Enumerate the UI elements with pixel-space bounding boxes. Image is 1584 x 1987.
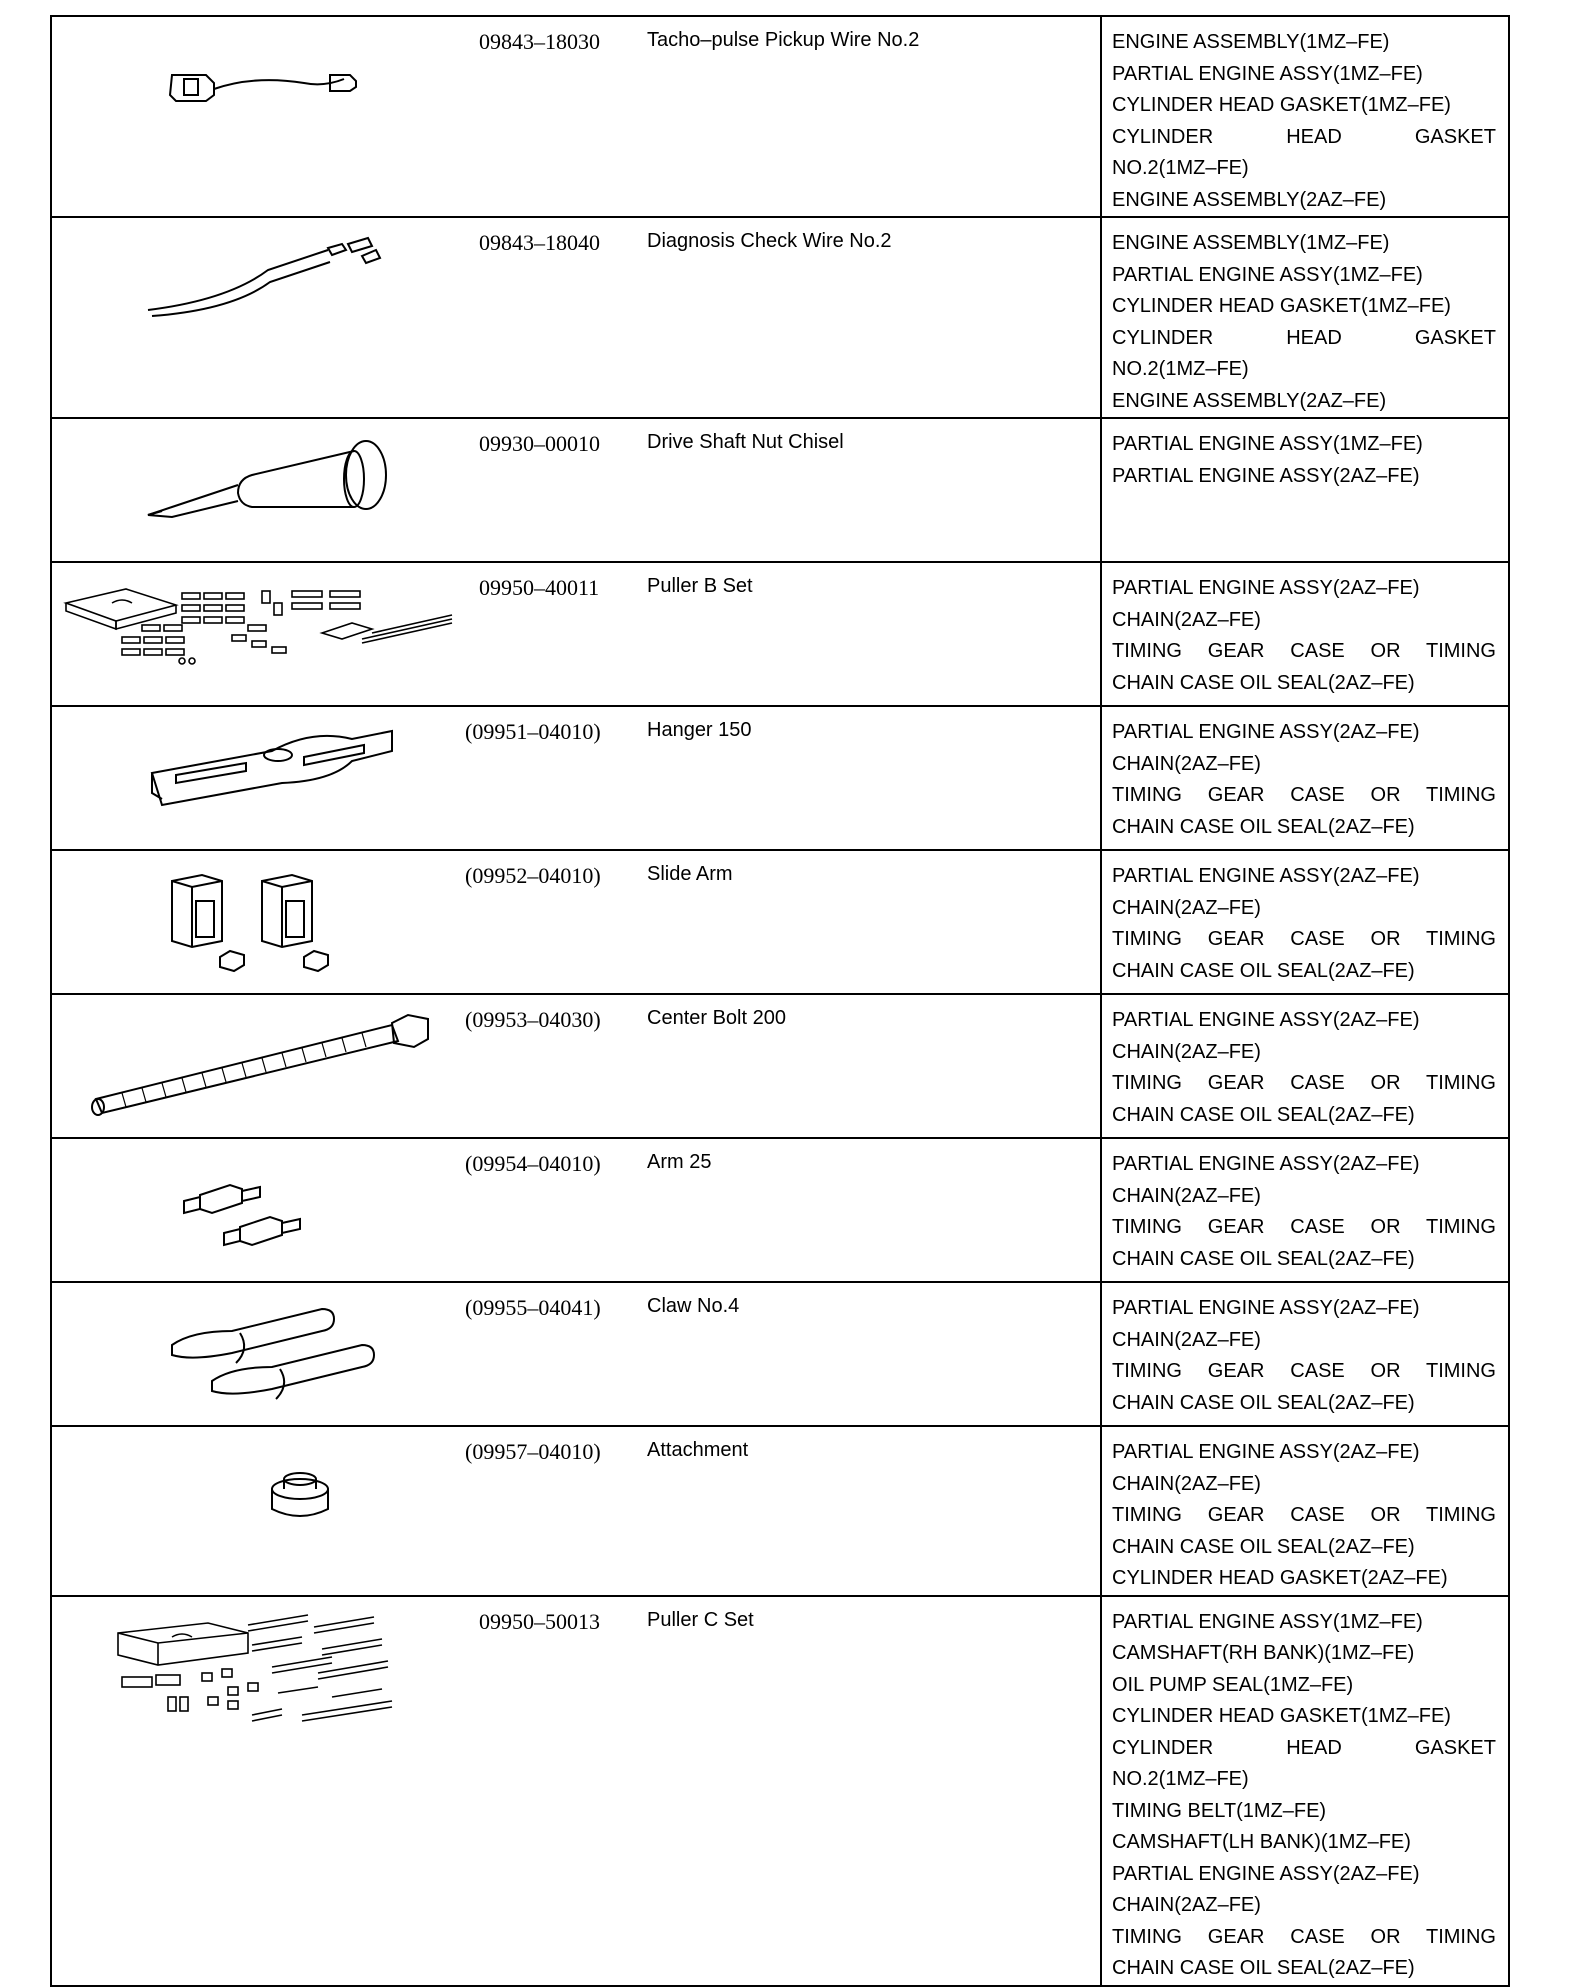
part-number-cell [471,217,635,418]
use-line: CHAIN(2AZ–FE) [1112,1328,1261,1351]
hanger-150-icon [52,707,472,849]
tool-name-cell [635,994,1101,1138]
tool-row [51,1426,1509,1596]
slide-arm-icon [52,851,472,993]
use-line: CYLINDER HEAD GASKET [1112,326,1496,349]
part-number: (09951–04010) [465,719,601,744]
illustration-cell [51,1426,471,1596]
use-line: TIMING GEAR CASE OR TIMING [1112,1360,1496,1382]
illustration-cell [51,850,471,994]
use-line: PARTIAL ENGINE ASSY(2AZ–FE) [1112,721,1420,743]
applicable-procedures-cell [1101,418,1509,562]
use-line: PARTIAL ENGINE ASSY(1MZ–FE) [1112,263,1423,286]
tool-row [51,994,1509,1138]
illustration-cell [51,1596,471,1986]
use-line: CHAIN CASE OIL SEAL(2AZ–FE) [1112,1247,1415,1270]
tool-name: Arm 25 [647,1151,712,1173]
part-number: (09957–04010) [465,1439,601,1464]
use-line: NO.2(1MZ–FE) [1112,1768,1249,1790]
tool-row [51,562,1509,706]
use-line: OIL PUMP SEAL(1MZ–FE) [1112,1673,1354,1696]
use-line: ENGINE ASSEMBLY(2AZ–FE) [1112,389,1387,412]
use-line: CHAIN CASE OIL SEAL(2AZ–FE) [1112,1957,1415,1979]
tool-name-cell [635,850,1101,994]
applicable-procedures-cell [1101,1138,1509,1282]
applicable-procedures-cell [1101,706,1509,850]
part-number: 09843–18030 [479,29,600,54]
tool-row [51,1282,1509,1426]
part-number: (09952–04010) [465,863,601,888]
use-line: CHAIN CASE OIL SEAL(2AZ–FE) [1112,1391,1415,1414]
use-line: CYLINDER HEAD GASKET(1MZ–FE) [1112,94,1451,116]
tool-name-cell [635,1596,1101,1986]
part-number-cell [471,16,635,217]
applicable-procedures-cell [1101,16,1509,217]
applicable-procedures-cell [1101,562,1509,706]
tool-name: Tacho–pulse Pickup Wire No.2 [647,29,920,51]
part-number-cell [471,1596,635,1986]
tool-row [51,418,1509,562]
illustration-cell [51,994,471,1138]
tool-row [51,850,1509,994]
part-number-cell [465,850,635,994]
tool-name-cell [635,706,1101,850]
part-number-cell [465,1138,635,1282]
tool-name: Attachment [647,1439,749,1461]
tool-name: Claw No.4 [647,1295,740,1317]
applicable-procedures-cell [1101,217,1509,418]
special-service-tools-table [50,15,1510,1987]
claw-no4-icon [52,1283,472,1425]
illustration-cell [51,1138,471,1282]
use-line: PARTIAL ENGINE ASSY(2AZ–FE) [1112,1153,1420,1175]
use-line: PARTIAL ENGINE ASSY(2AZ–FE) [1112,1441,1420,1463]
use-line: PARTIAL ENGINE ASSY(2AZ–FE) [1112,1297,1420,1319]
use-line: CHAIN(2AZ–FE) [1112,1040,1261,1063]
part-number: 09950–50013 [479,1608,600,1634]
tacho-pulse-pickup-wire-icon [52,17,472,213]
use-line: CHAIN(2AZ–FE) [1112,752,1261,775]
illustration-cell [51,418,471,562]
tool-name: Puller B Set [647,575,753,597]
use-line: PARTIAL ENGINE ASSY(1MZ–FE) [1112,1610,1423,1633]
use-line: CHAIN CASE OIL SEAL(2AZ–FE) [1112,1103,1415,1126]
use-line: CHAIN(2AZ–FE) [1112,1894,1261,1916]
tool-name-cell [635,1138,1101,1282]
tool-name: Puller C Set [647,1608,754,1631]
use-line: ENGINE ASSEMBLY(2AZ–FE) [1112,188,1387,211]
part-number-cell [465,1426,635,1596]
tool-name: Diagnosis Check Wire No.2 [647,230,892,252]
applicable-procedures-cell [1101,1426,1509,1596]
applicable-procedures-cell [1101,850,1509,994]
tool-name-cell [635,562,1101,706]
use-line: CAMSHAFT(RH BANK)(1MZ–FE) [1112,1642,1415,1664]
tool-name: Center Bolt 200 [647,1007,786,1029]
part-number: (09954–04010) [465,1151,601,1176]
part-number-cell [465,1282,635,1426]
part-number-cell [465,994,635,1138]
use-line: PARTIAL ENGINE ASSY(1MZ–FE) [1112,433,1423,455]
part-number-cell [465,706,635,850]
use-line: CHAIN CASE OIL SEAL(2AZ–FE) [1112,815,1415,838]
use-line: PARTIAL ENGINE ASSY(2AZ–FE) [1112,464,1420,487]
use-line: PARTIAL ENGINE ASSY(2AZ–FE) [1112,1862,1420,1885]
illustration-cell [51,1282,471,1426]
tool-row [51,217,1509,418]
use-line: CYLINDER HEAD GASKET(1MZ–FE) [1112,295,1451,317]
tool-name: Drive Shaft Nut Chisel [647,431,844,453]
tool-row [51,16,1509,217]
illustration-cell [51,217,471,418]
use-line: PARTIAL ENGINE ASSY(1MZ–FE) [1112,62,1423,85]
use-line: PARTIAL ENGINE ASSY(2AZ–FE) [1112,577,1420,599]
illustration-cell [51,16,471,217]
use-line: CYLINDER HEAD GASKET(1MZ–FE) [1112,1705,1451,1727]
tool-row [51,1138,1509,1282]
applicable-procedures-cell [1101,994,1509,1138]
use-line: TIMING GEAR CASE OR TIMING [1112,1216,1496,1238]
use-line: CHAIN CASE OIL SEAL(2AZ–FE) [1112,959,1415,982]
use-line: NO.2(1MZ–FE) [1112,157,1249,179]
use-line: CYLINDER HEAD GASKET [1112,125,1496,148]
tool-row [51,1596,1509,1986]
use-line: PARTIAL ENGINE ASSY(2AZ–FE) [1112,865,1420,887]
tool-name-cell [635,418,1101,562]
tool-name-cell [635,1426,1101,1596]
use-line: TIMING BELT(1MZ–FE) [1112,1799,1327,1822]
use-line: CHAIN CASE OIL SEAL(2AZ–FE) [1112,671,1415,694]
tool-name: Slide Arm [647,863,733,885]
part-number: (09953–04030) [465,1007,601,1032]
use-line: CAMSHAFT(LH BANK)(1MZ–FE) [1112,1831,1411,1853]
diagnosis-check-wire-icon [52,218,472,414]
use-line: CHAIN CASE OIL SEAL(2AZ–FE) [1112,1535,1415,1558]
use-line: ENGINE ASSEMBLY(1MZ–FE) [1112,232,1390,254]
use-line: TIMING GEAR CASE OR TIMING [1112,1072,1496,1094]
use-line: CYLINDER HEAD GASKET(2AZ–FE) [1112,1567,1448,1589]
use-line: CHAIN(2AZ–FE) [1112,1184,1261,1207]
use-line: TIMING GEAR CASE OR TIMING [1112,784,1496,806]
tool-name-cell [635,16,1101,217]
tool-name-cell [635,217,1101,418]
applicable-procedures-cell [1101,1282,1509,1426]
use-line: TIMING GEAR CASE OR TIMING [1112,1504,1496,1526]
use-line: TIMING GEAR CASE OR TIMING [1112,928,1496,950]
use-line: PARTIAL ENGINE ASSY(2AZ–FE) [1112,1009,1420,1031]
tool-name-cell [635,1282,1101,1426]
puller-c-set-icon [52,1597,472,1975]
applicable-procedures-cell [1101,1596,1509,1986]
use-line: CYLINDER HEAD GASKET [1112,1736,1496,1759]
center-bolt-200-icon [52,995,472,1137]
attachment-icon [52,1427,472,1591]
use-line: TIMING GEAR CASE OR TIMING [1112,1925,1496,1948]
illustration-cell [51,706,471,850]
use-line: CHAIN(2AZ–FE) [1112,896,1261,919]
drive-shaft-nut-chisel-icon [52,419,472,561]
part-number: (09955–04041) [465,1295,601,1320]
use-line: TIMING GEAR CASE OR TIMING [1112,640,1496,662]
puller-b-set-icon [52,563,472,705]
tool-name: Hanger 150 [647,719,752,741]
use-line: CHAIN(2AZ–FE) [1112,1472,1261,1495]
part-number-cell [471,562,635,706]
use-line: NO.2(1MZ–FE) [1112,358,1249,380]
part-number: 09930–00010 [479,431,600,456]
tool-row [51,706,1509,850]
part-number-cell [471,418,635,562]
use-line: ENGINE ASSEMBLY(1MZ–FE) [1112,31,1390,53]
arm-25-icon [52,1139,472,1281]
illustration-cell [51,562,471,706]
use-line: CHAIN(2AZ–FE) [1112,608,1261,631]
part-number: 09950–40011 [479,575,600,600]
part-number: 09843–18040 [479,230,600,255]
